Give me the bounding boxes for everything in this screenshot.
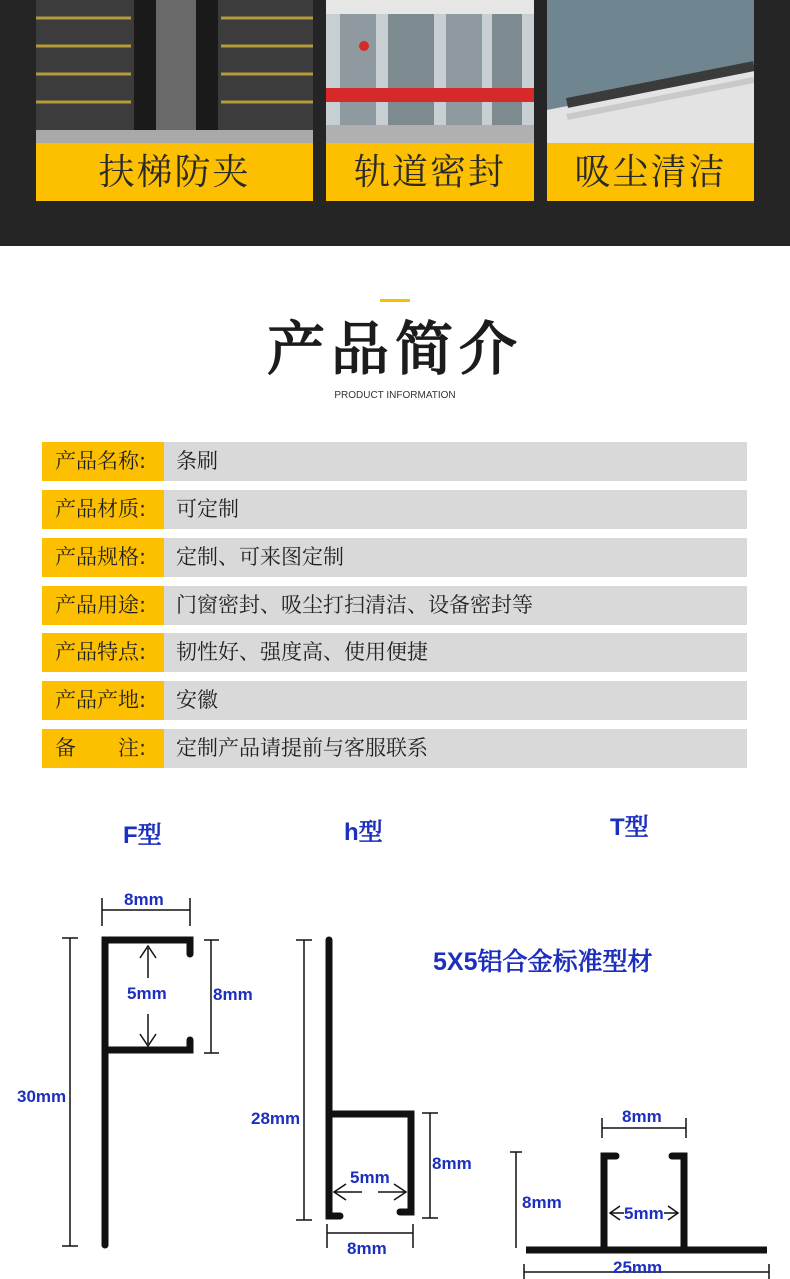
- escalator-label: 扶梯防夹: [36, 143, 313, 201]
- h-total-height-label: 28mm: [251, 1109, 301, 1128]
- f-head-height-label: 8mm: [213, 985, 253, 1004]
- spec-key: 产品规格:: [42, 538, 164, 577]
- subway-label: 轨道密封: [326, 143, 534, 201]
- subway-card: [326, 0, 534, 201]
- spec-row: [42, 586, 747, 625]
- spec-value: 门窗密封、吸尘打扫清洁、设备密封等: [176, 593, 533, 617]
- spec-key: 产品用途:: [42, 586, 164, 625]
- spec-value: 条刷: [176, 449, 218, 473]
- f-profile-drawing: [62, 898, 219, 1246]
- h-foot-height-label: 8mm: [432, 1154, 472, 1173]
- spec-row: [42, 442, 747, 481]
- f-type-title: F型: [123, 822, 162, 849]
- f-top-width-label: 8mm: [124, 890, 164, 909]
- h-inner-gap-label: 5mm: [350, 1168, 390, 1187]
- spec-row: [42, 490, 747, 529]
- spec-value: 定制、可来图定制: [176, 545, 344, 569]
- cleaning-card: [547, 0, 754, 201]
- spec-row: [42, 729, 747, 768]
- h-type-title: h型: [344, 819, 383, 846]
- spec-key: 产品产地:: [42, 681, 164, 720]
- subway-door-photo: [326, 0, 534, 143]
- escalator-photo: [36, 0, 313, 143]
- spec-row: [42, 538, 747, 577]
- application-banner: [0, 0, 790, 246]
- spec-row: [42, 633, 747, 672]
- h-foot-width-label: 8mm: [347, 1239, 387, 1258]
- f-total-height-label: 30mm: [17, 1087, 67, 1106]
- t-base-width-label: 25mm: [613, 1258, 663, 1277]
- spec-value: 可定制: [176, 497, 239, 521]
- t-inner-gap-label: 5mm: [624, 1204, 664, 1223]
- t-type-title: T型: [610, 814, 649, 841]
- spec-key: 产品名称:: [42, 442, 164, 481]
- section-subtitle: PRODUCT INFORMATION: [334, 390, 456, 401]
- t-top-width-label: 8mm: [622, 1107, 662, 1126]
- f-inner-gap-label: 5mm: [127, 984, 167, 1003]
- section-title: 产品简介: [266, 315, 523, 383]
- standard-material-note: 5X5铝合金标准型材: [433, 948, 653, 976]
- spec-row: [42, 681, 747, 720]
- t-height-label: 8mm: [522, 1193, 562, 1212]
- spec-key: 备 注:: [42, 729, 164, 768]
- cleaning-label: 吸尘清洁: [547, 143, 754, 201]
- spec-value: 安徽: [176, 688, 218, 712]
- profile-diagrams: [0, 860, 790, 1279]
- spec-value: 韧性好、强度高、使用便捷: [176, 640, 428, 664]
- spec-key: 产品材质:: [42, 490, 164, 529]
- brush-cleaning-photo: [547, 0, 754, 143]
- spec-value: 定制产品请提前与客服联系: [176, 736, 428, 760]
- h-profile-drawing: [296, 940, 438, 1248]
- escalator-card: [36, 0, 313, 201]
- spec-key: 产品特点:: [42, 633, 164, 672]
- title-accent-bar: [380, 299, 410, 302]
